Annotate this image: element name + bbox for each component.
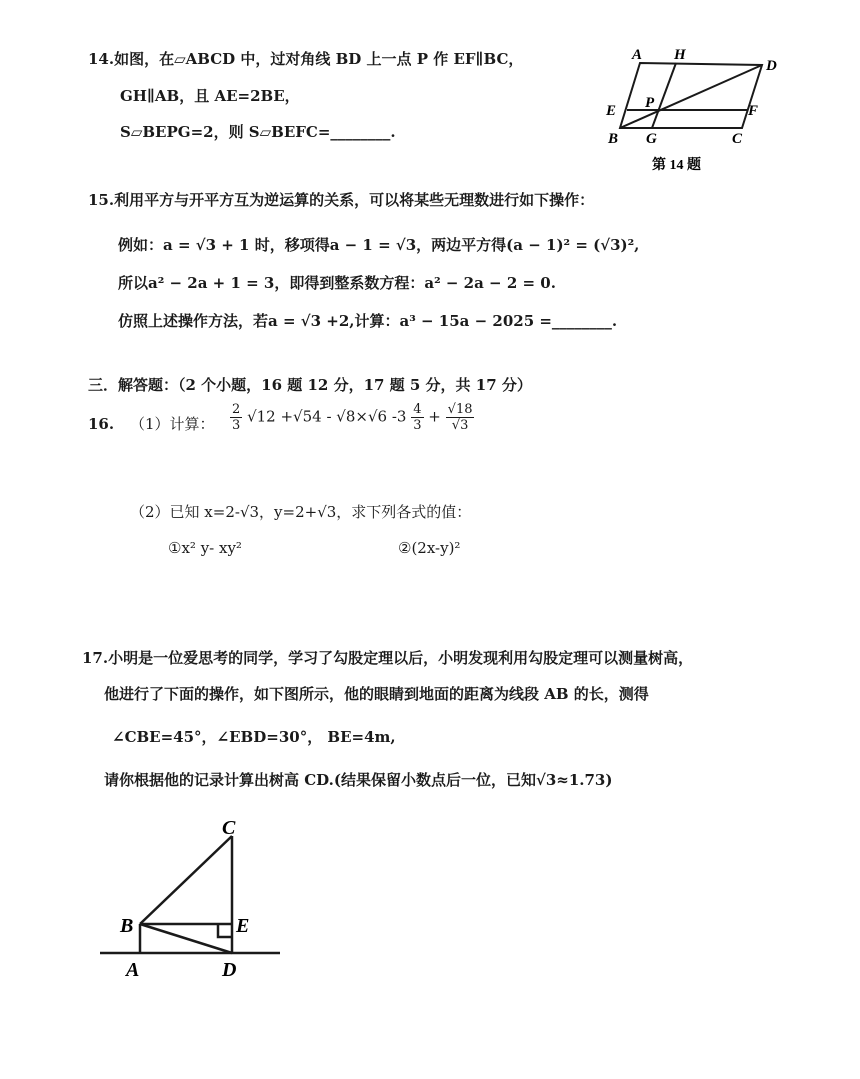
- label-c: C: [222, 817, 236, 839]
- label-e: E: [236, 915, 250, 937]
- section-3-heading: 三．解答题：（2 个小题，16 题 12 分，17 题 5 分，共 17 分）: [88, 376, 532, 394]
- figure-14-caption: 第 14 题: [652, 158, 701, 173]
- diagonal-bd: [620, 65, 762, 128]
- label-c: C: [732, 131, 743, 147]
- q14-line-3: S▱BEPG=2，则 S▱BEFC=________.: [120, 123, 396, 141]
- q15-line-1: 15.利用平方与开平方互为逆运算的关系，可以将某些无理数进行如下操作：: [88, 191, 595, 209]
- label-b: B: [608, 131, 619, 147]
- q14-line-1: 14.如图，在▱ABCD 中，过对角线 BD 上一点 P 作 EF∥BC，: [88, 50, 524, 68]
- label-a: A: [632, 47, 643, 63]
- label-h: H: [674, 47, 686, 63]
- label-e: E: [606, 103, 617, 119]
- label-d: D: [766, 58, 777, 74]
- label-b: B: [120, 915, 134, 937]
- q15-line-4: 仿照上述操作方法，若a = √3 +2,计算：a³ − 15a − 2025 =________.: [118, 312, 618, 330]
- root-fraction-4-3: $\frac{4}{3}$: [413, 402, 422, 433]
- segment-bc: [140, 836, 232, 924]
- q16-plus: +: [428, 407, 441, 426]
- q16-sub2: ②(2x-y)²: [398, 539, 461, 557]
- q17-line-1: 17.小明是一位爱思考的同学，学习了勾股定理以后，小明发现利用勾股定理可以测量树高，: [82, 649, 694, 667]
- right-angle-mark: [218, 924, 232, 937]
- q16-part1-label: （1）计算：: [130, 415, 215, 433]
- q17-line-4: 请你根据他的记录计算出树高 CD.(结果保留小数点后一位，已知√3≈1.73): [104, 771, 613, 789]
- label-p: P: [645, 95, 655, 111]
- q17-figure: [96, 812, 296, 982]
- fraction-sqrt18-sqrt3: $\frac{√18}{√3}$: [447, 402, 473, 433]
- q15-line-2: 例如：a = √3 + 1 时，移项得a − 1 = √3，两边平方得(a − 1)² = (√3)²,: [118, 236, 640, 254]
- label-a: A: [126, 959, 140, 981]
- label-d: D: [222, 959, 237, 981]
- q17-line-2: 他进行了下面的操作，如下图所示，他的眼睛到地面的距离为线段 AB 的长，测得: [104, 685, 649, 703]
- fraction-2-3: $\frac{2}{3}$: [232, 402, 241, 433]
- q15-line-3: 所以a² − 2a + 1 = 3，即得到整系数方程：a² − 2a − 2 = 0.: [118, 274, 556, 292]
- q16-sub1: ①x² y- xy²: [168, 539, 242, 557]
- q14-figure: [600, 45, 790, 180]
- q16-expression: [230, 402, 474, 433]
- segment-gh: [652, 63, 676, 128]
- q16-part2-text: （2）已知 x=2-√3，y=2+√3，求下列各式的值：: [130, 503, 472, 521]
- q16-number: 16.: [88, 415, 115, 433]
- label-g: G: [646, 131, 657, 147]
- q14-line-2: GH∥AB，且 AE=2BE，: [120, 87, 300, 105]
- q16-terms: √12 +√54 - √8×√6 -3: [247, 407, 407, 426]
- label-f: F: [748, 103, 759, 119]
- q17-line-3: ∠CBE=45°，∠EBD=30°， BE=4m,: [112, 728, 396, 746]
